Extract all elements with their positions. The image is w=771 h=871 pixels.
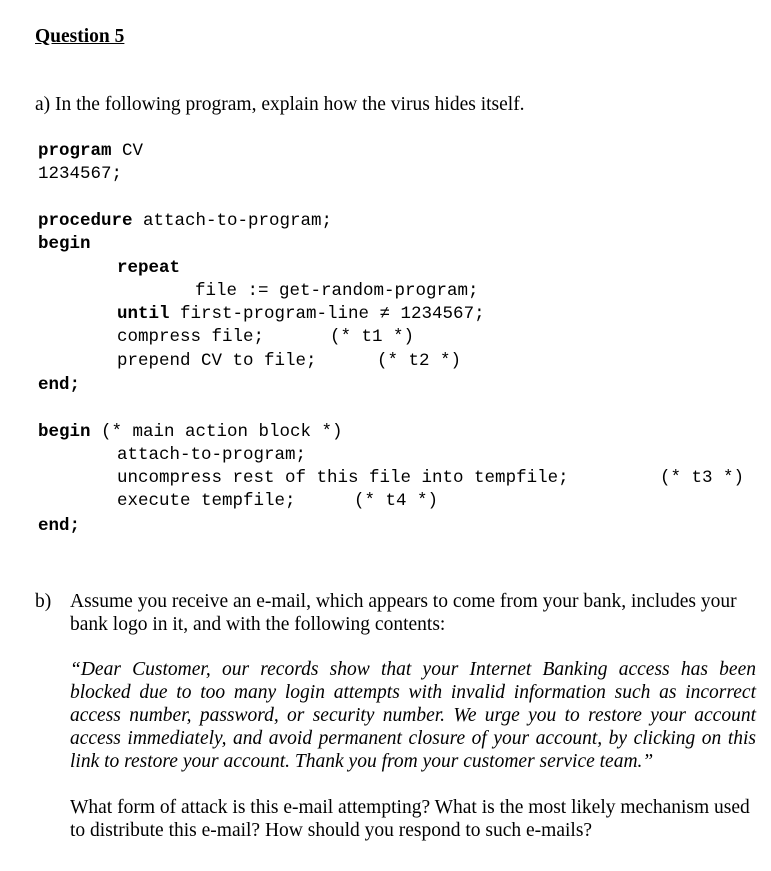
email-quote-line-1: “Dear Customer, our records show that your Internet Banking access has been: [70, 659, 756, 680]
code-line-file: file := get-random-program;: [195, 281, 479, 301]
part-a-prompt: a) In the following program, explain how the virus hides itself.: [35, 94, 525, 115]
email-quote-line-4: access immediately, and avoid permanent closure of your account, by clicking on this: [70, 728, 756, 749]
code-line-main-end: end;: [38, 516, 81, 536]
code-line-uncompress: uncompress rest of this file into tempfile;: [117, 468, 569, 488]
code-line-end: end;: [38, 375, 81, 395]
email-quote-line-3: access number, password, or security number. We urge you to restore your account: [70, 705, 756, 726]
question-title: Question 5: [35, 26, 125, 47]
email-quote-line-5: link to restore your account. Thank you from your customer service team.”: [70, 751, 654, 772]
part-b-question-line-2: to distribute this e-mail? How should you respond to such e-mails?: [70, 820, 593, 841]
comment-t2: (* t2 *): [377, 351, 462, 371]
code-line-begin: begin: [38, 234, 91, 254]
code-line-procedure: [38, 211, 332, 231]
keyword-begin: begin: [38, 422, 91, 442]
procedure-name: attach-to-program;: [132, 211, 333, 231]
keyword-procedure: procedure: [38, 211, 133, 231]
code-line-prepend: prepend CV to file;: [117, 351, 317, 371]
program-name: CV: [111, 141, 144, 161]
code-line-until: [117, 304, 485, 324]
code-line-compress: compress file;: [117, 327, 265, 347]
comment-t1: (* t1 *): [330, 327, 415, 347]
part-b-question-line-1: What form of attack is this e-mail attempting? What is the most likely mechanism used: [70, 797, 750, 818]
code-line-attach: attach-to-program;: [117, 445, 307, 465]
main-block-comment: (* main action block *): [90, 422, 343, 442]
code-line-signature: 1234567;: [38, 164, 123, 184]
code-line-program: [38, 141, 143, 161]
keyword-until: until: [117, 304, 170, 324]
code-line-main-begin: [38, 422, 343, 442]
comment-t4: (* t4 *): [354, 491, 439, 511]
email-quote: [70, 658, 756, 773]
email-quote-line-2: blocked due to too many login attempts with invalid information such as incorrect: [70, 682, 756, 703]
part-b-label: b): [35, 591, 52, 612]
part-b-intro-line-2: bank logo in it, and with the following contents:: [70, 614, 446, 635]
code-line-repeat: repeat: [117, 258, 181, 278]
until-condition: first-program-line ≠ 1234567;: [169, 304, 485, 324]
part-b-intro-line-1: Assume you receive an e-mail, which appears to come from your bank, includes your: [70, 591, 737, 612]
comment-t3: (* t3 *): [660, 468, 745, 488]
code-line-execute: execute tempfile;: [117, 491, 296, 511]
keyword-program: program: [38, 141, 112, 161]
